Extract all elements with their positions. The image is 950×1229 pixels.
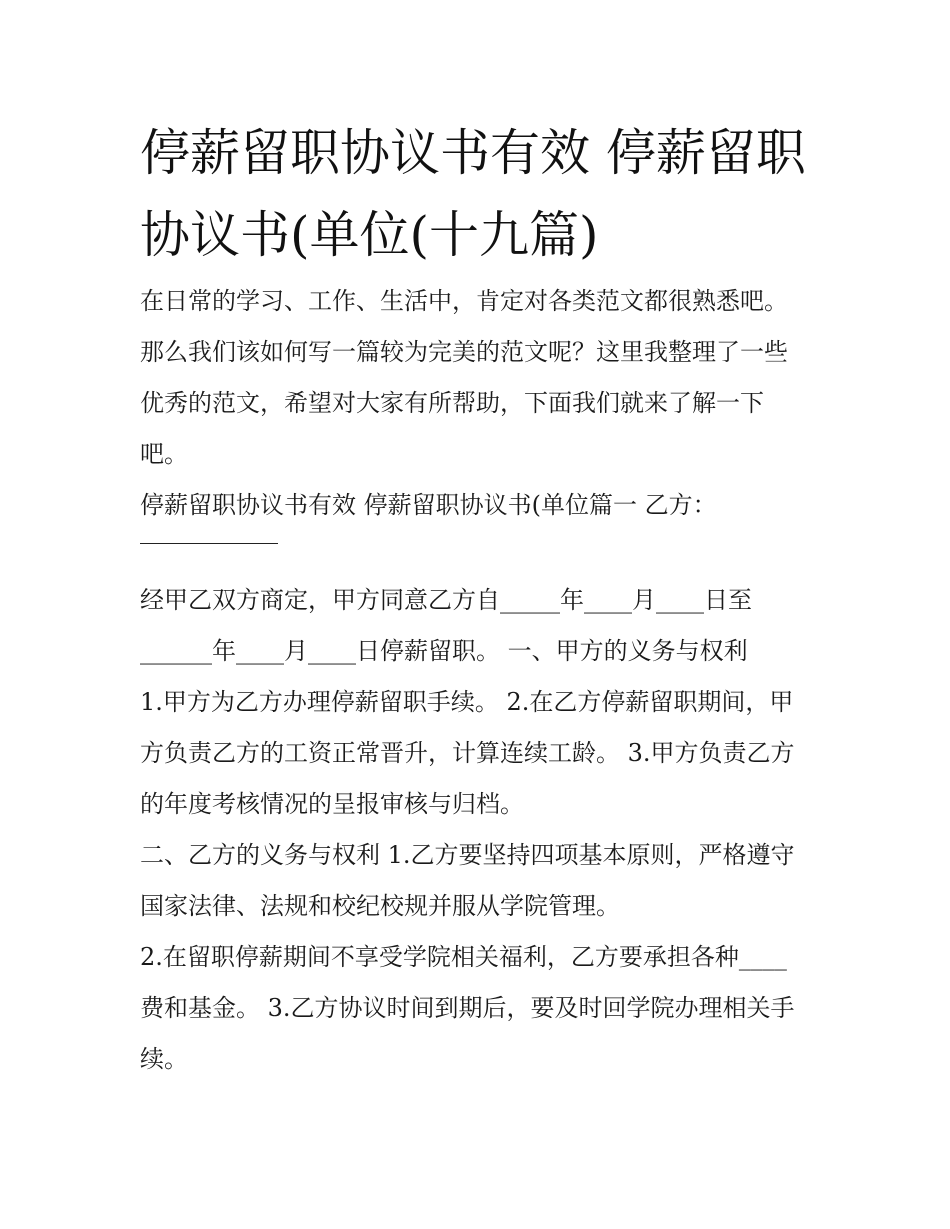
- party-b-name-blank: [140, 531, 830, 575]
- agreement-line-4: 方负责乙方的工资正常晋升，计算连续工龄。 3.甲方负责乙方: [140, 739, 795, 767]
- agreement-line-10: 续。: [140, 1045, 188, 1073]
- title-line-1: 停薪留职协议书有效 停薪留职: [140, 124, 806, 182]
- blank-underline: [140, 543, 278, 544]
- intro-line-1: 在日常的学习、工作、生活中，肯定对各类范文都很熟悉吧。: [140, 287, 788, 315]
- agreement-line-8: 2.在留职停薪期间不享受学院相关福利，乙方要承担各种____: [140, 943, 787, 971]
- document-title: [140, 112, 820, 276]
- agreement-line-5: 的年度考核情况的呈报审核与归档。: [140, 790, 524, 818]
- agreement-line-1: 经甲乙双方商定，甲方同意乙方自_____年____月____日至: [140, 586, 752, 614]
- agreement-line-6: 二、乙方的义务与权利 1.乙方要坚持四项基本原则，严格遵守: [140, 841, 795, 869]
- agreement-line-3: 1.甲方为乙方办理停薪留职手续。 2.在乙方停薪留职期间，甲: [140, 688, 794, 716]
- section-heading: 停薪留职协议书有效 停薪留职协议书(单位篇一 乙方：: [140, 491, 717, 519]
- agreement-line-7: 国家法律、法规和校纪校规并服从学院管理。: [140, 892, 620, 920]
- intro-line-2: 那么我们该如何写一篇较为完美的范文呢？这里我整理了一些: [140, 338, 788, 366]
- agreement-line-2: ______年____月____日停薪留职。 一、甲方的义务与权利: [140, 637, 748, 665]
- intro-line-4: 吧。: [140, 440, 188, 468]
- intro-line-3: 优秀的范文，希望对大家有所帮助，下面我们就来了解一下: [140, 389, 764, 417]
- agreement-line-9: 费和基金。 3.乙方协议时间到期后，要及时回学院办理相关手: [140, 994, 795, 1022]
- title-line-2: 协议书(单位(十九篇): [140, 206, 599, 264]
- document-body: [140, 276, 830, 1085]
